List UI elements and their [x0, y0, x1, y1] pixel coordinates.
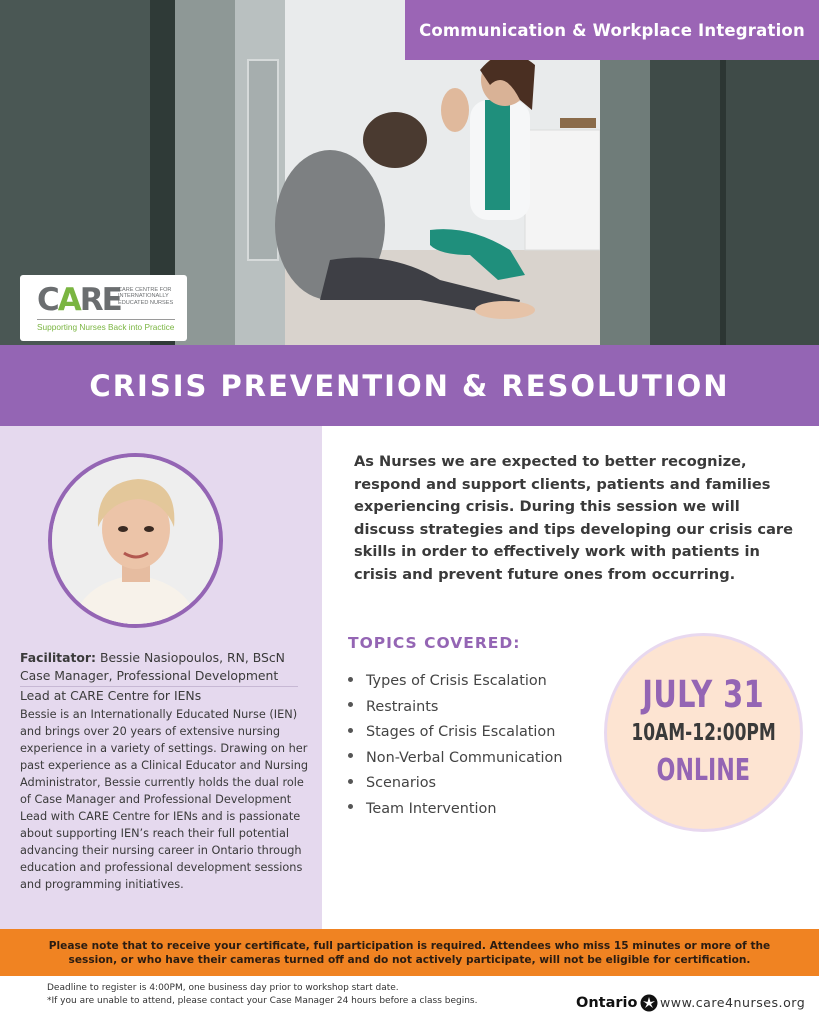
hero-photo: [0, 0, 819, 345]
website-link[interactable]: www.care4nurses.org: [660, 995, 806, 1010]
care-logo: [20, 275, 187, 341]
facilitator-photo: [52, 457, 219, 624]
topic-label: Types of Crisis Escalation: [366, 673, 547, 689]
topic-label: Team Intervention: [366, 800, 497, 817]
page-title: CRISIS PREVENTION & RESOLUTION: [89, 368, 730, 403]
session-description: As Nurses we are expected to better recognize, respond and support clients, patients and families experiencing crisis. During this session we will discuss strategies and tips developing our crisis care skills in order to effectively work with patients in crisis and prevent future ones from occurring.: [354, 453, 794, 583]
list-item: [348, 669, 563, 695]
event-mode: ONLINE: [656, 752, 751, 788]
care-logo-mark: CARE: [37, 282, 121, 318]
bullet-icon: [348, 804, 353, 809]
certificate-notice-text: Please note that to receive your certificate, full participation is required. Attendees who miss 15 minutes or more of the session, or who have their cameras turned off and do not actively participate, will not be eligible for certification.: [48, 939, 771, 966]
certificate-notice: [0, 929, 819, 976]
bullet-icon: [348, 702, 353, 707]
registration-deadline: Deadline to register is 4:00PM, one business day prior to workshop start date.: [47, 983, 399, 993]
list-item: [348, 720, 563, 746]
topic-label: Scenarios: [366, 775, 437, 792]
title-bar: [0, 345, 819, 426]
care-logo-organization: CARE CENTRE FOR INTERNATIONALLY EDUCATED NURSES: [118, 287, 174, 306]
footer-notes: [47, 982, 477, 1008]
facilitator-portrait: [48, 453, 223, 628]
facilitator-name: Bessie Nasiopoulos, RN, BScN: [99, 650, 285, 665]
facilitator-role-2: Lead at CARE Centre for IENs: [20, 688, 202, 703]
facilitator-bio: Bessie is an Internationally Educated Nurse (IEN) and brings over 20 years of extensive nursing experience in a variety of settings. Drawing on her past experience as a Clinical Educator and Nursing Administrator, Bessie currently holds the dual role of Case Manager and Professional Development Lead with CARE Centre for IENs and is passionate about supporting IEN’s reach their full potential advancing their nursing career in Ontario through education and professional development sessions and programming initiatives.: [20, 708, 309, 891]
bullet-icon: [348, 753, 353, 758]
category-label: Communication & Workplace Integration: [419, 20, 805, 40]
topic-label: Restraints: [366, 698, 439, 715]
topic-label: Non-Verbal Communication: [366, 749, 563, 766]
event-time: 10AM-12:00PM: [631, 719, 776, 746]
bullet-icon: [348, 779, 353, 784]
list-item: [348, 695, 563, 721]
ontario-logo: [576, 994, 658, 1012]
event-date-badge: [604, 633, 803, 832]
list-item: [348, 746, 563, 772]
bullet-icon: [348, 677, 353, 682]
care-logo-tagline: Supporting Nurses Back into Practice: [37, 322, 175, 332]
facilitator-role-1: Case Manager, Professional Development: [20, 668, 279, 683]
topic-label: Stages of Crisis Escalation: [366, 724, 556, 741]
list-item: [348, 797, 563, 823]
facilitator-panel: [0, 426, 322, 929]
trillium-icon: [640, 994, 658, 1012]
bullet-icon: [348, 728, 353, 733]
ontario-wordmark: Ontario: [576, 995, 638, 1011]
logo-divider: [37, 319, 175, 320]
topics-heading: TOPICS COVERED:: [348, 634, 521, 652]
topics-list: [348, 669, 563, 823]
facilitator-details: [20, 649, 318, 705]
event-date: JULY 31: [642, 672, 765, 716]
facilitator-label: Facilitator:: [20, 650, 96, 665]
category-banner: [405, 0, 819, 60]
attendance-note: *If you are unable to attend, please contact your Case Manager 24 hours before a class begins.: [47, 996, 478, 1006]
list-item: [348, 771, 563, 797]
